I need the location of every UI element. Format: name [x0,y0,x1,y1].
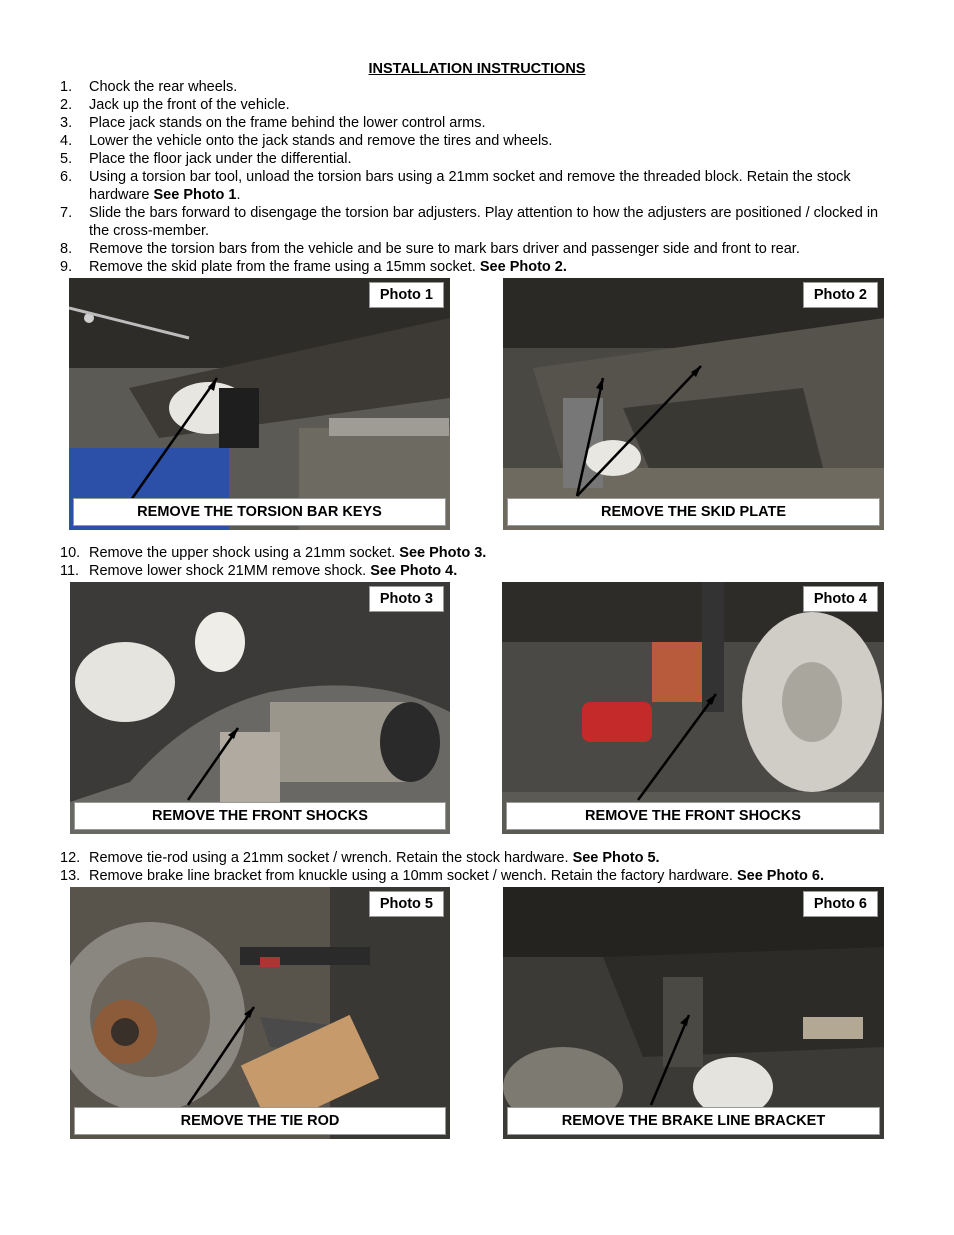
step-text: Using a torsion bar tool, unload the torsion bars using a 21mm socket and remove the threaded block. Retain the stock hardware [89,169,851,203]
step-text: Place the floor jack under the differential. [89,151,352,167]
instruction-step [60,132,890,150]
photo-4 [502,582,884,834]
photo-reference: See Photo 3. [399,545,487,561]
instruction-step [60,849,890,867]
photo-1-image [69,278,450,530]
step-text: Slide the bars forward to disengage the torsion bar adjusters. Play attention to how the adjusters are positioned / clocked in the cross-member. [89,205,879,239]
step-number: 2. [60,97,73,113]
photo-3-image [70,582,450,834]
instruction-step [60,258,890,276]
instruction-step [60,168,890,204]
instruction-step [60,204,890,240]
step-number: 7. [60,205,73,221]
step-text: Chock the rear wheels. [89,79,238,95]
photo-label: Photo 3 [369,586,444,612]
instruction-step [60,150,890,168]
step-text: Remove the upper shock using a 21mm socket. [89,545,400,561]
step-number: 8. [60,241,73,257]
photo-6-image [503,887,884,1139]
photo-caption: REMOVE THE TORSION BAR KEYS [73,498,446,526]
photo-label: Photo 6 [803,891,878,917]
photo-label: Photo 5 [369,891,444,917]
photo-caption: REMOVE THE SKID PLATE [507,498,880,526]
step-text: Remove brake line bracket from knuckle using a 10mm socket / wench. Retain the factory hardware. [89,868,737,884]
photo-2-image [503,278,884,530]
photo-reference: See Photo 5. [572,850,660,866]
step-number: 1. [60,79,73,95]
photo-caption: REMOVE THE TIE ROD [74,1107,446,1135]
photo-1 [69,278,450,530]
step-text: Remove the torsion bars from the vehicle and be sure to mark bars driver and passenger side and front to rear. [89,241,800,257]
photo-5-image [70,887,450,1139]
page-title: INSTALLATION INSTRUCTIONS [368,61,586,77]
step-text: Lower the vehicle onto the jack stands and remove the tires and wheels. [89,133,553,149]
step-text: Remove tie-rod using a 21mm socket / wrench. Retain the stock hardware. [89,850,573,866]
step-number: 12. [60,850,81,866]
photo-reference: See Photo 2. [479,259,567,275]
photo-label: Photo 1 [369,282,444,308]
step-number: 4. [60,133,73,149]
photo-6 [503,887,884,1139]
photo-caption: REMOVE THE FRONT SHOCKS [506,802,880,830]
step-text: Jack up the front of the vehicle. [89,97,290,113]
photo-reference: See Photo 1 [153,187,237,203]
step-number: 11. [60,563,80,579]
steps-list-1 [60,78,890,276]
photo-2 [503,278,884,530]
instruction-step [60,96,890,114]
step-tail: . [236,187,241,203]
step-number: 5. [60,151,73,167]
step-text: Remove lower shock 21MM remove shock. [89,563,371,579]
photo-4-image [502,582,884,834]
step-number: 9. [60,259,73,275]
steps-list-2 [60,544,890,580]
photo-3 [70,582,450,834]
instruction-step [60,114,890,132]
instruction-step [60,544,890,562]
step-text: Place jack stands on the frame behind the lower control arms. [89,115,486,131]
instruction-step [60,240,890,258]
photo-label: Photo 2 [803,282,878,308]
photo-reference: See Photo 4. [370,563,458,579]
instruction-step [60,867,890,885]
step-text: Remove the skid plate from the frame using a 15mm socket. [89,259,480,275]
steps-list-3 [60,849,890,885]
step-number: 6. [60,169,73,185]
step-number: 13. [60,868,81,884]
instruction-step [60,562,890,580]
photo-5 [70,887,450,1139]
photo-caption: REMOVE THE FRONT SHOCKS [74,802,446,830]
step-number: 3. [60,115,73,131]
photo-reference: See Photo 6. [736,868,824,884]
instruction-step [60,78,890,96]
photo-caption: REMOVE THE BRAKE LINE BRACKET [507,1107,880,1135]
photo-label: Photo 4 [803,586,878,612]
step-number: 10. [60,545,81,561]
